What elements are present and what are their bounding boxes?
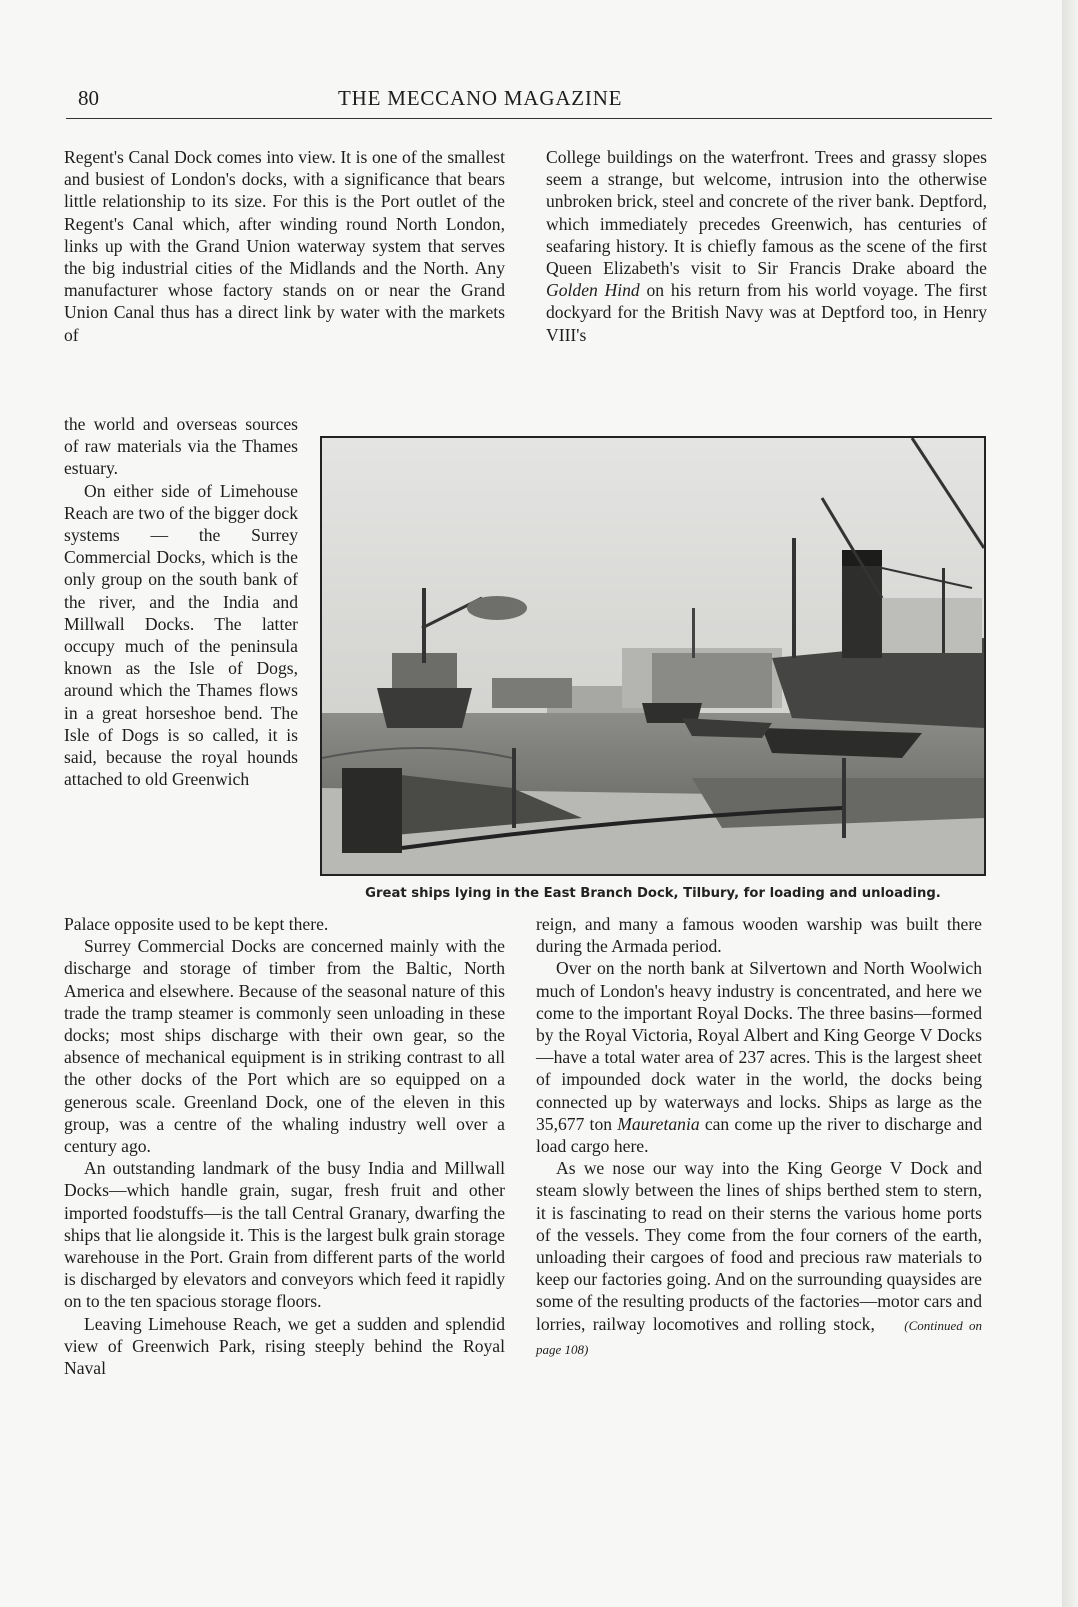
ship-name: Golden Hind: [546, 280, 640, 301]
page-edge: [1062, 0, 1078, 1607]
right-column-bottom: [536, 913, 982, 1361]
page-number: 80: [78, 86, 99, 110]
paragraph: Palace opposite used to be kept there.: [64, 914, 329, 934]
continued-note: (Continued on page 108): [536, 1317, 982, 1357]
ship-name: Mauretania: [617, 1113, 700, 1134]
paragraph: Regent's Canal Dock comes into view. It is one of the smallest and busiest of London's docks, with a significance that bears little relationship to its size. For this is the Port outlet of the Regent's Canal which, after winding round North London, links up with the Grand Union waterway system that serves the big industrial cities of the Midlands and the North. Any manufacturer whose factory stands on or near the Grand Union Canal thus has a direct link by water with the markets of: [64, 147, 505, 345]
left-narrow-column: [64, 413, 298, 790]
photo-caption: Great ships lying in the East Branch Dock, Tilbury, for loading and unloading.: [365, 886, 941, 901]
left-column-bottom: [64, 913, 505, 1379]
paragraph: Surrey Commercial Docks are concerned mainly with the discharge and storage of timber from the Baltic, North America and elsewhere. Because of the seasonal nature of this trade the tramp steamer is commonly seen unloading in these docks; most ships discharge with their own gear, so the absence of mechanical equipment is in striking contrast to all the other docks of the Port which are so equipped on a generous scale. Greenland Dock, one of the eleven in this group, was a centre of the whaling industry well over a century ago.: [64, 936, 505, 1157]
right-column-top: [546, 146, 987, 346]
header-rule: [66, 118, 992, 119]
paragraph: the world and overseas sources of raw materials via the Thames estuary.: [64, 414, 298, 479]
paragraph: As we nose our way into the King George V Dock and steam slowly between the lines of ships berthed stem to stern, it is fascinating to read on their sterns the various home ports of the vessels. They come from the four corners of the earth, unloading their cargoes of food and precious raw materials to keep our factories going. And on the surrounding quaysides are some of the resulting products of the factories—motor cars and lorries, railway locomotives and rolling stock, (Continued on page 108): [536, 1158, 982, 1357]
paragraph: Over on the north bank at Silvertown and North Woolwich much of London's heavy industry is concentrated, and here we come to the important Royal Docks. The three basins—formed by the Royal Victoria, Royal Albert and King George V Docks—have a total water area of 237 acres. This is the largest sheet of impounded dock water in the world, the docks being connected up by waterways and locks. Ships as large as the 35,677 ton Mauretania can come up the river to discharge and load cargo here.: [536, 958, 982, 1157]
paragraph: An outstanding landmark of the busy India and Millwall Docks—which handle grain, sugar, fresh fruit and other imported foodstuffs—is the tall Central Granary, dwarfing the ships that lie alongside it. This is the largest bulk grain storage warehouse in the Port. Grain from different parts of the world is discharged by elevators and conveyors which feed it rapidly on to the ten spacious storage floors.: [64, 1158, 505, 1312]
dock-photograph: [320, 436, 986, 876]
paragraph: College buildings on the waterfront. Trees and grassy slopes seem a strange, but welcome, intrusion into the otherwise unbroken brick, steel and concrete of the river bank. Deptford, which immediately precedes Greenwich, has centuries of seafaring history. It is chiefly famous as the scene of the first Queen Elizabeth's visit to Sir Francis Drake aboard the Golden Hind on his return from his world voyage. The first dockyard for the British Navy was at Deptford too, in Henry VIII's: [546, 147, 987, 345]
paragraph: Leaving Limehouse Reach, we get a sudden and splendid view of Greenwich Park, rising steeply behind the Royal Naval: [64, 1313, 505, 1379]
magazine-title: THE MECCANO MAGAZINE: [338, 86, 623, 110]
paragraph: reign, and many a famous wooden warship was built there during the Armada period.: [536, 914, 982, 957]
paragraph: On either side of Limehouse Reach are two of the bigger dock systems — the Surrey Commercial Docks, which is the only group on the south bank of the river, and the India and Millwall Docks. The latter occupy much of the peninsula known as the Isle of Dogs, around which the Thames flows in a great horseshoe bend. The Isle of Dogs is so called, it is said, because the royal hounds attached to old Greenwich: [64, 480, 298, 790]
left-column-top: [64, 146, 505, 346]
